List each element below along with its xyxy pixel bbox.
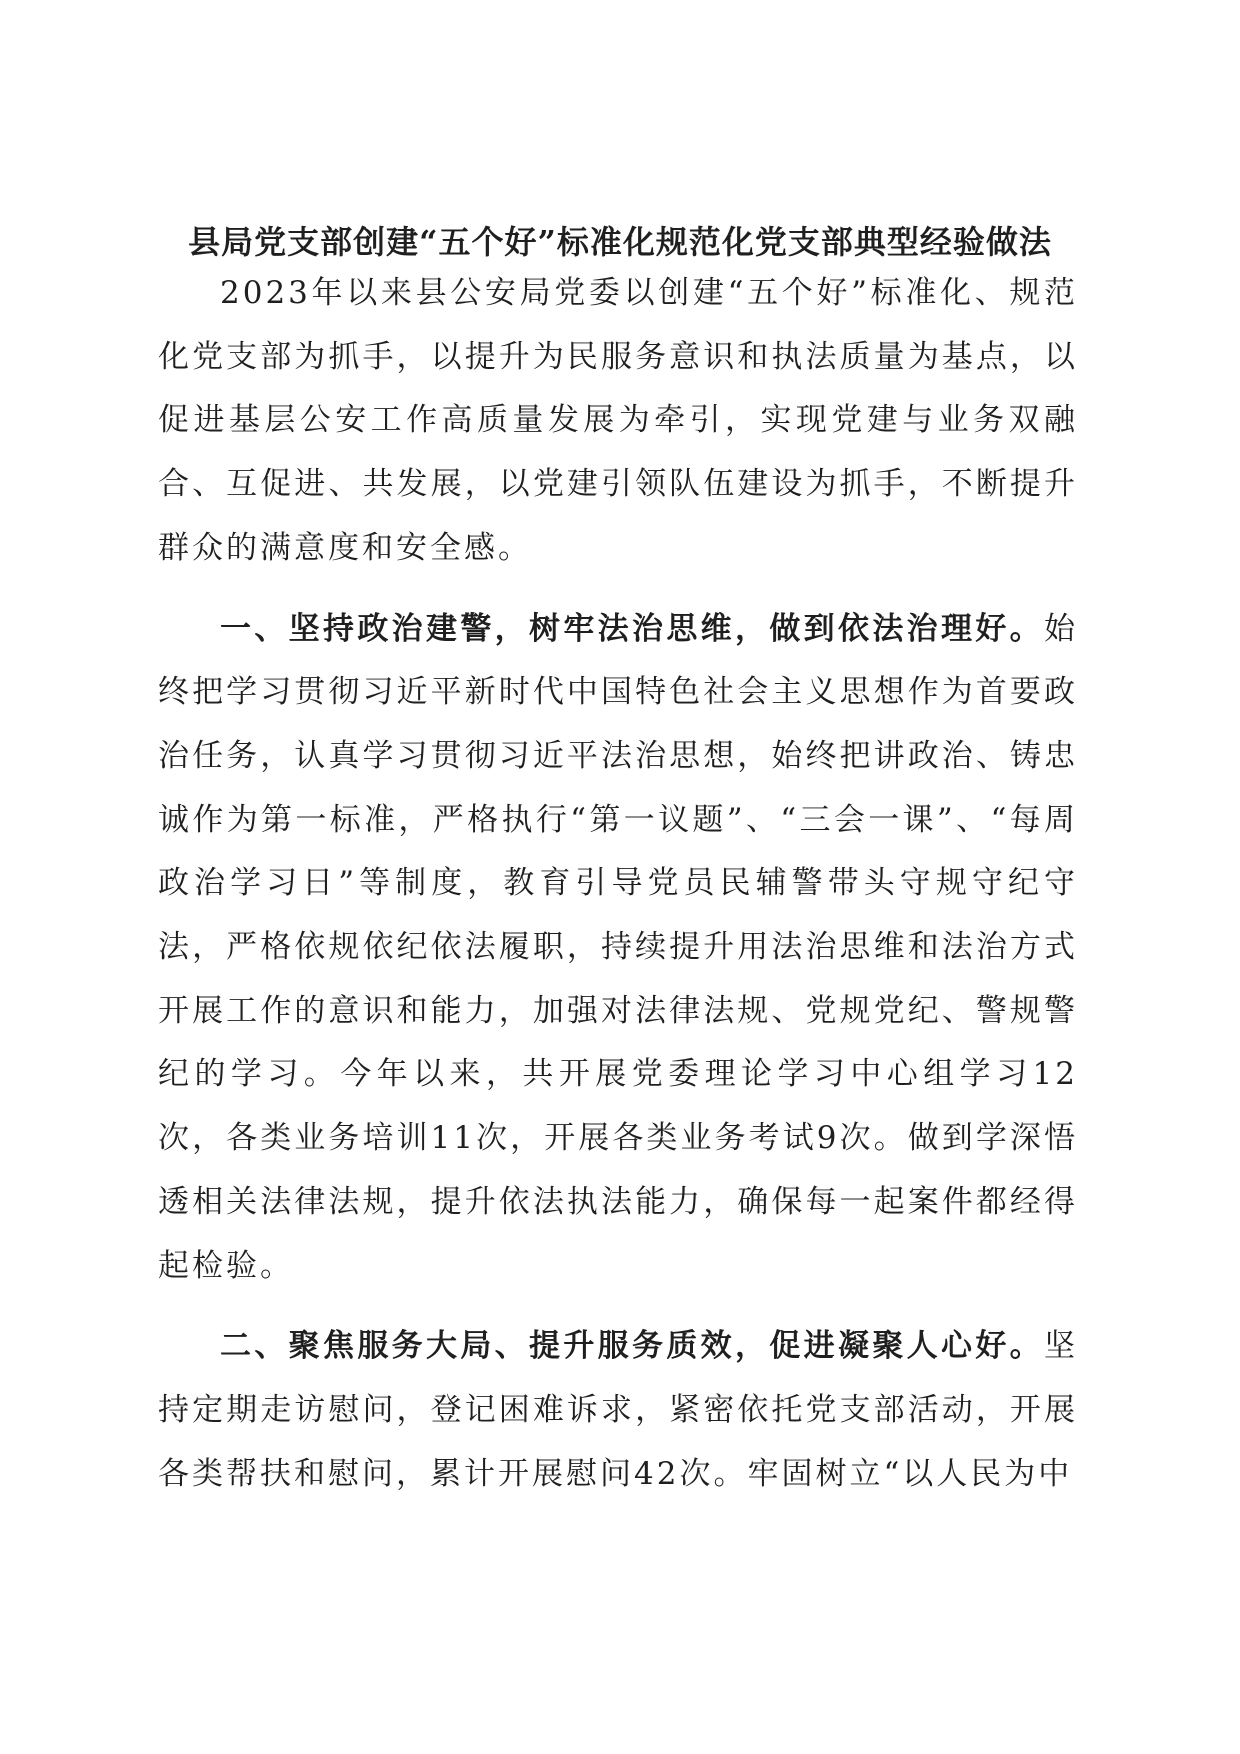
section-2-heading: 二、聚焦服务大局、提升服务质效，促进凝聚人心好。 xyxy=(220,1328,1044,1365)
section-2-paragraph xyxy=(158,1315,1078,1506)
section-2-text: 坚持定期走访慰问，登记困难诉求，紧密依托党支部活动，开展各类帮扶和慰问，累计开展慰问42次。牢固树立“以人民为中 xyxy=(158,1328,1078,1492)
document-title: 县局党支部创建“五个好”标准化规范化党支部典型经验做法 xyxy=(188,223,1052,261)
section-1-heading: 一、坚持政治建警，树牢法治思维，做到依法治理好。 xyxy=(220,610,1044,647)
section-1-paragraph xyxy=(158,598,1078,1299)
document-body xyxy=(158,262,1078,1523)
section-1-text: 始终把学习贯彻习近平新时代中国特色社会主义思想作为首要政治任务，认真学习贯彻习近平法治思想，始终把讲政治、铸忠诚作为第一标准，严格执行“第一议题”、“三会一课”、“每周政治学习日”等制度，教育引导党员民辅警带头守规守纪守法，严格依规依纪依法履职，持续提升用法治思维和法治方式开展工作的意识和能力，加强对法律法规、党规党纪、警规警纪的学习。今年以来，共开展党委理论学习中心组学习12次，各类业务培训11次，开展各类业务考试9次。做到学深悟透相关法律法规，提升依法执法能力，确保每一起案件都经得起检验。 xyxy=(158,610,1078,1284)
intro-paragraph: 2023年以来县公安局党委以创建“五个好”标准化、规范化党支部为抓手，以提升为民服务意识和执法质量为基点，以促进基层公安工作高质量发展为牵引，实现党建与业务双融合、互促进、共发展，以党建引领队伍建设为抓手，不断提升群众的满意度和安全感。 xyxy=(158,275,1078,566)
